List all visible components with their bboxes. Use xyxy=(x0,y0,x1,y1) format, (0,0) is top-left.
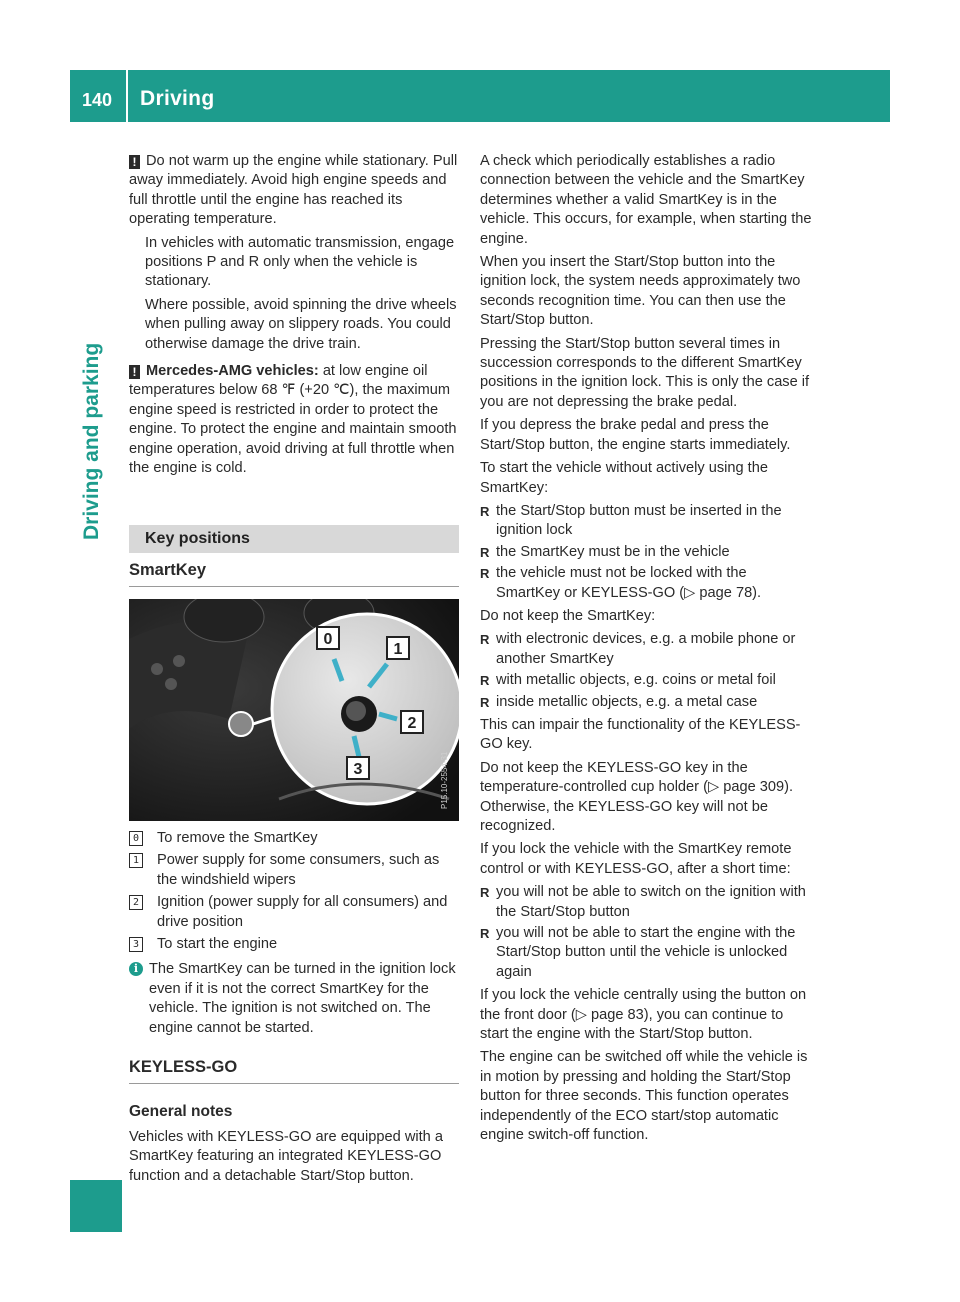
paragraph: This can impair the functionality of the KEYLESS-GO key. xyxy=(480,716,801,753)
paragraph: Do not keep the KEYLESS-GO key in the temperature-controlled cup holder (▷ page 309). Otherwise, the KEYLESS-GO key will not be recognized. xyxy=(480,759,794,834)
list-item: R inside metallic objects, e.g. a metal case xyxy=(480,693,812,712)
side-label-wrap xyxy=(80,300,120,550)
list-item: R the Start/Stop button must be inserted in the ignition lock xyxy=(480,502,812,541)
warning-icon: ! xyxy=(129,155,140,169)
figure-label-0: 0 xyxy=(323,630,333,648)
paragraph: Pressing the Start/Stop button several times in succession corresponds to the different SmartKey positions in the ignition lock. This is only the case if you are not depressing the brake pedal. xyxy=(480,335,810,410)
bullet-list xyxy=(480,630,812,712)
ignition-lock-figure xyxy=(129,599,459,821)
bullet-list xyxy=(480,883,812,982)
paragraph: If you lock the vehicle with the SmartKey remote control or with KEYLESS-GO, after a short time: xyxy=(480,841,792,877)
figure-label-2: 2 xyxy=(407,714,417,732)
side-tab xyxy=(70,1180,122,1232)
list-item: R you will not be able to switch on the ignition with the Start/Stop button xyxy=(480,883,812,922)
bullet-list xyxy=(480,502,812,603)
info-note: i The SmartKey can be turned in the ignition lock even if it is not the correct SmartKey for the vehicle. The ignition is not switched on. The engine cannot be started. xyxy=(129,960,459,1038)
list-item: R with metallic objects, e.g. coins or metal foil xyxy=(480,671,812,690)
warning-spinning: Where possible, avoid spinning the drive wheels when pulling away on slippery roads. You could otherwise damage the drive train. xyxy=(145,296,457,352)
right-column xyxy=(480,152,812,1150)
paragraph: Do not keep the SmartKey: xyxy=(480,607,656,624)
paragraph: If you depress the brake pedal and press the Start/Stop button, the engine starts immediately. xyxy=(480,417,791,453)
figure-label-1: 1 xyxy=(393,640,403,658)
position-item: 0 To remove the SmartKey xyxy=(129,829,459,848)
header-divider xyxy=(126,70,128,122)
warning-icon: ! xyxy=(129,365,140,379)
position-item: 2 Ignition (power supply for all consumers) and drive position xyxy=(129,893,459,932)
list-item: R you will not be able to start the engine with the Start/Stop button until the vehicle is unlocked again xyxy=(480,924,812,982)
paragraph: A check which periodically establishes a radio connection between the vehicle and the SmartKey determines whether a valid SmartKey is in the vehicle. This occurs, for example, when starting the engine. xyxy=(480,153,812,247)
general-notes-heading: General notes xyxy=(129,1103,233,1121)
warning-amg: ! Mercedes-AMG vehicles: at low engine oil temperatures below 68 ℉ (+20 ℃), the maximum engine speed is restricted in order to protect the engine. To protect the engine and maintain smooth engine operation, avoid driving at full throttle when the engine is cold. xyxy=(129,363,457,477)
list-item: R the vehicle must not be locked with the SmartKey or KEYLESS-GO (▷ page 78). xyxy=(480,564,812,603)
figure-code: P15.10-2554-31 xyxy=(440,751,449,809)
paragraph: If you lock the vehicle centrally using the button on the front door (▷ page 83), you can continue to start the engine with the Start/Stop button. xyxy=(480,987,807,1043)
position-item: 3 To start the engine xyxy=(129,935,459,954)
side-label: Driving and parking xyxy=(80,342,103,540)
paragraph: To start the vehicle without actively using the SmartKey: xyxy=(480,460,768,496)
list-item: R the SmartKey must be in the vehicle xyxy=(480,543,812,562)
general-notes-text: Vehicles with KEYLESS-GO are equipped with a SmartKey featuring an integrated KEYLESS-GO function and a detachable Start/Stop button. xyxy=(129,1128,443,1184)
position-item: 1 Power supply for some consumers, such as the windshield wipers xyxy=(129,851,459,890)
section-title: Driving xyxy=(140,87,215,110)
key-positions-heading: Key positions xyxy=(129,525,459,553)
paragraph: The engine can be switched off while the vehicle is in motion by pressing and holding the Start/Stop button for three seconds. This function operates independently of the ECO start/stop automatic engine switch-off function. xyxy=(480,1049,808,1144)
page-number: 140 xyxy=(82,90,113,110)
info-icon: i xyxy=(129,962,143,976)
warning-warmup: ! Do not warm up the engine while stationary. Pull away immediately. Avoid high engine speeds and full throttle until the engine has reached its operating temperature. xyxy=(129,153,458,228)
paragraph: When you insert the Start/Stop button into the ignition lock, the system needs approximately two seconds recognition time. You can then use the Start/Stop button. xyxy=(480,254,801,329)
warning-automatic: In vehicles with automatic transmission, engage positions P and R only when the vehicle is stationary. xyxy=(145,234,455,290)
list-item: R with electronic devices, e.g. a mobile phone or another SmartKey xyxy=(480,630,812,669)
smartkey-heading: SmartKey xyxy=(129,561,459,587)
keylessgo-heading: KEYLESS-GO xyxy=(129,1058,459,1084)
figure-label-3: 3 xyxy=(353,760,363,778)
ignition-illustration xyxy=(129,599,459,821)
left-column xyxy=(129,152,459,1190)
